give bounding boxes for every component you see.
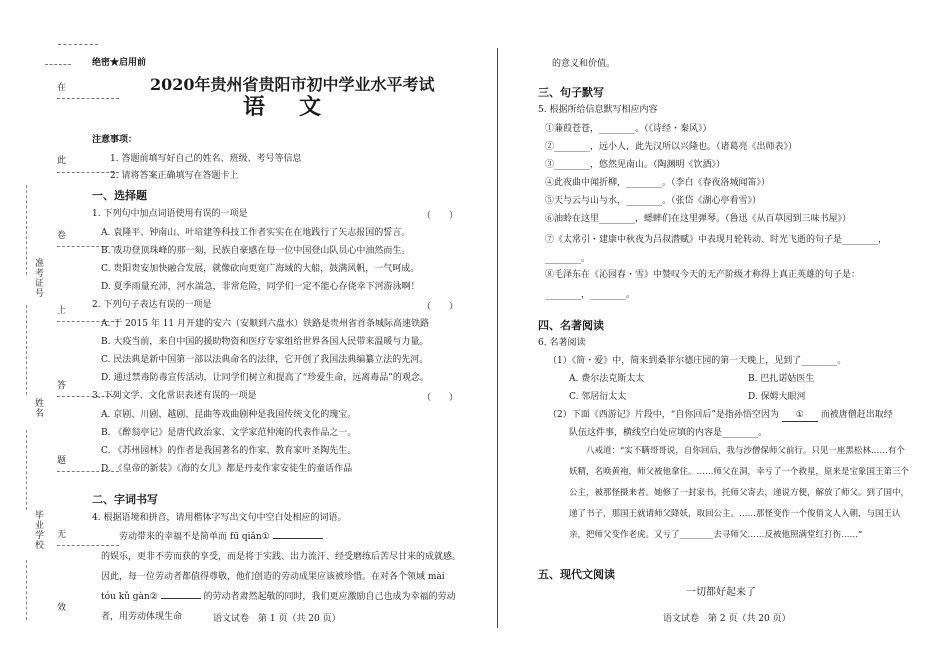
page-footer: 语文试卷 第 1 页（共 20 页） — [213, 614, 341, 624]
option: C. 民法典是新中国第一部以法典命名的法律，它开创了我国法典编纂立法的先河。 — [101, 355, 429, 365]
excerpt-text: 八戒道：“实不瞒哥哥说，自你回后，我与沙僧保师父前行。只见一座黑松林……有个妖精，名唤黄袍，师父被他拿住。……师父在洞，幸亏了一个救星，原来是宝象国王第三个公主，被那怪摄来者。她修了一封家书，托师父寄去，递说方便，解放了师父。到了国中，递了书子，那国王就请师父降妖，取回公主。……那怪变作一个俊俏文人入朝，与国王认亲，把师父变作老虎。又亏了________去寻师父……反被他照满堂红打伤……” — [569, 446, 910, 540]
seal-char: 答 — [57, 381, 67, 391]
question-stem: 4. 根据语境和拼音，请用楷体字写出文句中空白处相应的词语。 — [92, 513, 347, 523]
seal-char: 题 — [57, 456, 67, 466]
notice-item: 2. 请将答案正确填写在答题卡上 — [110, 171, 239, 181]
notice-item: 1. 答题前填写好自己的姓名、班级、考号等信息 — [110, 154, 302, 164]
sub-question: （1）《简・爱》中，简来到桑菲尔德庄园的第一天晚上，见到了________。 — [548, 356, 847, 366]
section-heading: 三、句子默写 — [538, 86, 604, 99]
answer-paren: （ ） — [422, 393, 459, 403]
question-stem: 5. 根据所给信息默写相应内容 — [538, 105, 658, 115]
section-heading: 二、字词书写 — [92, 493, 158, 506]
option: C. 《苏州园林》的作者是我国著名的作家、教育家叶圣陶先生。 — [101, 446, 357, 456]
option: B. 巴扎诺姑医生 — [748, 374, 815, 384]
option: C. 贵阳贵安加快融合发展，就像砍向更宽广海域的大船，鼓满风帆，一气呵成。 — [101, 264, 420, 274]
option: A. 费尔法克斯太太 — [569, 374, 645, 384]
binding-line — [26, 185, 27, 275]
section-heading: 五、现代文阅读 — [538, 568, 615, 581]
option: B. 大疫当前，来自中国的援助物资和医疗专家组给世界各国人民带来温暖与力量。 — [101, 337, 429, 347]
passage-text: 的劳动者肃然起敬的同时，我们更应激励自己也成为幸福的劳动者，用劳动体现生命 — [101, 592, 456, 622]
binding-line — [26, 560, 27, 620]
subject-title: 语 文 — [243, 94, 328, 120]
page-footer: 语文试卷 第 2 页（共 20 页） — [663, 614, 791, 624]
seal-char: 在 — [57, 83, 67, 93]
passage-text: 劳动带来的幸福不是简单而 fū qiǎn① — [119, 532, 270, 542]
section-heading: 一、选择题 — [92, 189, 147, 202]
sub-question — [548, 409, 893, 422]
notice-heading: 注意事项： — [92, 135, 138, 145]
passage-text: 的娱乐，更非不劳而获的享受，而是将于实践、出力流汗、经受磨练后苦尽甘来的成就感。因此，每一位劳动者都值得尊敬，他们创造的劳动成果应该被珍惜。在对各个领域 mài tóu kǔ gàn② — [101, 552, 462, 602]
recite-item: ①蒹葭苍苍，________。（《诗经・秦风》） — [545, 124, 712, 134]
page-divider — [497, 48, 498, 628]
question-stem: 1. 下列句中加点词语使用有误的一项是 — [92, 209, 248, 219]
answer-blank[interactable] — [161, 598, 201, 599]
question-stem: 3. 下列文学、文化常识表述有误的一项是 — [92, 391, 257, 401]
question-stem: 2. 下列句子表达有误的一项是 — [92, 300, 212, 310]
answer-paren: （ ） — [422, 302, 459, 312]
recite-item: ⑧毛泽东在《沁园春・雪》中赞叹今天的无产阶级才称得上真正英雄的句子是： — [545, 270, 861, 280]
field-exam-number: 准考证号 — [33, 258, 43, 298]
recite-item: ⑥油蛉在这里________，蟋蟀们在这里弹琴。（鲁迅《从百草园到三味书屋》） — [545, 214, 852, 224]
exam-title: 2020年贵州省贵阳市初中学业水平考试 — [150, 75, 435, 94]
option: D. 夏季雨量充沛，河水湍急，非常危险，同学们一定不能心存侥幸下河游泳啊！ — [101, 282, 420, 292]
seal-char: 卷 — [57, 231, 67, 241]
answer-blank[interactable] — [273, 538, 323, 539]
question-stem: 6. 名著阅读 — [538, 338, 586, 348]
continued-text: 的意义和价值。 — [552, 59, 616, 69]
option: D. 通过禁毒防毒宣传活动，让同学们树立和提高了“珍爱生命，远离毒品”的观念。 — [101, 373, 429, 383]
option: D. 保姆大眼河 — [748, 392, 806, 402]
recite-item: ⑦《太常引・建康中秋夜为吕叔潜赋》中表现月轮转动、时光飞逝的句子是________， — [545, 235, 888, 245]
sub-question-cont: 队伍这件事，横线空白处应填的内容是________。 — [569, 428, 768, 438]
sub-question-text: （2）下面《西游记》片段中，“自你回后”是指孙悟空因为 — [548, 410, 779, 420]
option: A. 京剧、川剧、越剧、昆曲等戏曲剧种是我国传统文化的瑰宝。 — [101, 410, 357, 420]
answer-blank-1[interactable]: ① — [782, 409, 818, 422]
recite-item: ②________，远小人，此先汉所以兴隆也。（诸葛亮《出师表》） — [545, 142, 798, 152]
sub-question-text: 而被唐僧赶出取经 — [820, 410, 893, 420]
section-heading: 四、名著阅读 — [538, 319, 604, 332]
option: C. 邻居衍太太 — [569, 392, 627, 402]
recite-item: ③________，悠然见南山。（陶渊明《饮酒》） — [545, 160, 726, 170]
binding-line — [26, 305, 27, 395]
recite-item: ④此夜曲中闻折柳，________。（李白《春夜洛城闻笛》） — [545, 178, 771, 188]
field-school: 毕业学校 — [33, 510, 43, 550]
option: A. 于 2015 年 11 月开建的安六（安顺到六盘水）铁路是贵州省首条城际高速铁路 — [101, 319, 430, 329]
recite-item: ⑤天与云与山与水，________。（张岱《湖心亭看雪》） — [545, 196, 762, 206]
binding-line — [26, 430, 27, 510]
option: D. 《皇帝的新装》《海的女儿》都是丹麦作家安徒生的童话作品 — [101, 464, 353, 474]
option: B. 成功登顶珠峰的那一刻，民族自豪感在每一位中国登山队员心中油然而生。 — [101, 246, 411, 256]
seal-char: 效 — [57, 603, 67, 613]
recite-item: ________。 — [545, 254, 591, 264]
field-name: 姓名 — [33, 398, 43, 418]
answer-paren: （ ） — [422, 211, 459, 221]
seal-char: 无 — [57, 530, 67, 540]
confidential-mark: 绝密★启用前 — [92, 58, 147, 68]
option: A. 袁隆平、钟南山、叶培建等科技工作者实实在在地践行了矢志报国的誓言。 — [101, 228, 411, 238]
cloze-passage — [101, 527, 461, 547]
seal-char: 此 — [57, 156, 67, 166]
margin-line — [57, 98, 119, 99]
recite-item: ________，________。 — [545, 290, 636, 300]
seal-char: 上 — [57, 306, 67, 316]
option: B. 《醉翁亭记》是唐代政治家、文学家范仲淹的代表作品之一。 — [101, 428, 357, 438]
margin-line — [58, 44, 98, 45]
margin-line — [45, 64, 71, 65]
reading-title: 一切都好起来了 — [686, 587, 756, 598]
novel-excerpt — [569, 441, 909, 546]
